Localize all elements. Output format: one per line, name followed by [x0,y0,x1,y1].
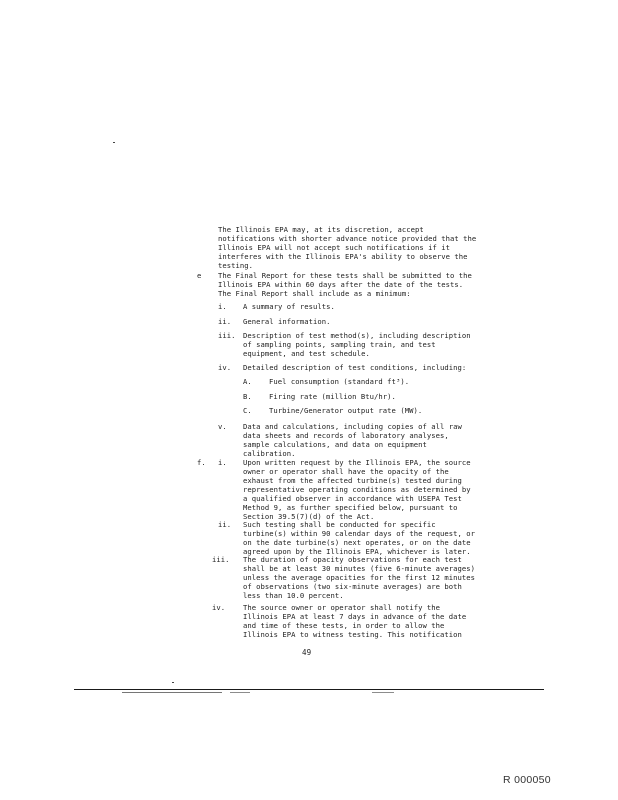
item-text: The source owner or operator shall notify the [243,603,440,612]
footer-rule-fragment [372,692,394,693]
item-text: Description of test method(s), including description [243,331,471,340]
item-text: calibration. [243,449,296,458]
section-letter: f. [197,458,206,467]
item-text: equipment, and test schedule. [243,349,370,358]
section-e-line: The Final Report for these tests shall be submitted to the [218,271,472,280]
item-text: of sampling points, sampling train, and test [243,340,436,349]
item-text: and time of these tests, in order to allow the [243,621,445,630]
subitem-text: Firing rate (million Btu/hr). [269,392,396,401]
section-e-line: The Final Report shall include as a minimum: [218,289,411,298]
item-text: exhaust from the affected turbine(s) tested during [243,476,462,485]
item-number: iv. [212,603,226,612]
item-text: Detailed description of test conditions, including: [243,363,467,372]
intro-line: notifications with shorter advance notice provided that the [218,234,477,243]
item-number: ii. [218,317,232,326]
section-letter: e [197,271,202,280]
scan-speck [113,142,115,143]
item-text: sample calculations, and data on equipment [243,440,427,449]
item-text: representative operating conditions as determined by [243,485,471,494]
page-number: 49 [302,648,312,657]
item-number: i. [218,458,227,467]
subitem-letter: B. [243,392,252,401]
intro-line: testing. [218,261,254,270]
item-text: General information. [243,317,331,326]
item-text: Method 9, as further specified below, pursuant to [243,503,458,512]
subitem-letter: A. [243,377,252,386]
item-number: iv. [218,363,232,372]
item-text: on the date turbine(s) next operates, or on the date [243,538,471,547]
intro-line: The Illinois EPA may, at its discretion, accept [218,225,424,234]
item-number: v. [218,422,227,431]
footer-rule [74,689,544,690]
item-text: turbine(s) within 90 calendar days of the request, or [243,529,475,538]
item-number: i. [218,302,227,311]
item-text: Section 39.5(7)(d) of the Act. [243,512,375,521]
footer-rule-fragment [122,692,222,693]
item-text: unless the average opacities for the first 12 minutes [243,573,475,582]
item-text: shall be at least 30 minutes (five 6-minute averages) [243,564,475,573]
item-number: iii. [212,555,230,564]
scan-speck [172,682,174,683]
footer-rule-fragment [230,692,250,693]
intro-line: Illinois EPA will not accept such notifications if it [218,243,450,252]
subitem-text: Fuel consumption (standard ft³). [269,377,410,386]
item-text: Data and calculations, including copies of all raw [243,422,462,431]
section-e-line: Illinois EPA within 60 days after the date of the tests. [218,280,464,289]
item-text: A summary of results. [243,302,335,311]
bates-number: R 000050 [503,774,551,786]
item-text: Illinois EPA to witness testing. This notification [243,630,462,639]
item-text: less than 10.0 percent. [243,591,344,600]
item-text: of observations (two six-minute averages) are both [243,582,462,591]
subitem-text: Turbine/Generator output rate (MW). [269,406,423,415]
item-text: The duration of opacity observations for each test [243,555,462,564]
subitem-letter: C. [243,406,252,415]
item-number: iii. [218,331,236,340]
intro-line: interferes with the Illinois EPA's ability to observe the [218,252,468,261]
item-text: Such testing shall be conducted for specific [243,520,436,529]
item-text: Upon written request by the Illinois EPA, the source [243,458,471,467]
item-text: agreed upon by the Illinois EPA, whichever is later. [243,547,471,556]
item-text: data sheets and records of laboratory analyses, [243,431,449,440]
item-text: owner or operator shall have the opacity of the [243,467,449,476]
item-text: a qualified observer in accordance with USEPA Test [243,494,462,503]
item-text: Illinois EPA at least 7 days in advance of the date [243,612,467,621]
item-number: ii. [218,520,232,529]
